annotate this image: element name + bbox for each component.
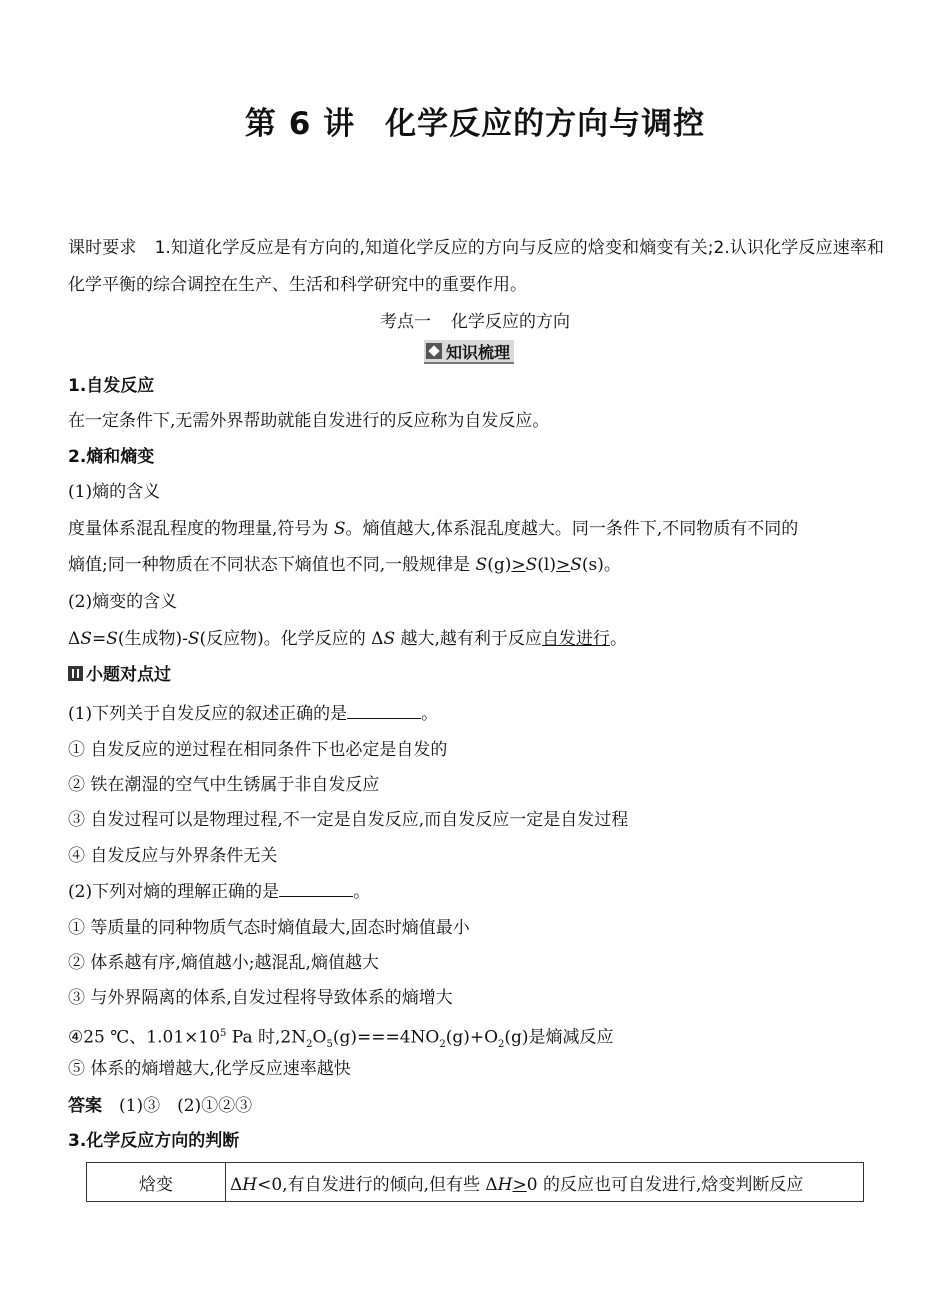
pause-icon — [68, 666, 83, 681]
q1-option: ① 自发反应的逆过程在相同条件下也必定是自发的 — [68, 740, 448, 760]
subheading-entropy-change: (2)熵变的含义 — [68, 592, 178, 612]
knowledge-badge: 知识梳理 — [424, 340, 514, 364]
requirements-text: 1.知道化学反应是有方向的,知道化学反应的方向与反应的焓变和熵变有关;2.认识化学反应速率和化学平衡的综合调控在生产、生活和科学研究中的重要作用。 — [68, 238, 884, 295]
q2-option: ① 等质量的同种物质气态时熵值最大,固态时熵值最小 — [68, 918, 470, 938]
paragraph-entropy-change: ΔS=S(生成物)-S(反应物)。化学反应的 ΔS 越大,越有利于反应自发进行。 — [68, 629, 627, 649]
subheading-entropy-meaning: (1)熵的含义 — [68, 482, 161, 502]
requirements-label: 课时要求 — [68, 238, 137, 258]
paragraph-spontaneous: 在一定条件下,无需外界帮助就能自发进行的反应称为自发反应。 — [68, 411, 550, 431]
q2-option: ③ 与外界隔离的体系,自发过程将导致体系的熵增大 — [68, 988, 453, 1008]
practice-heading: 小题对点过 — [68, 664, 171, 686]
heading-direction-judgement: 3.化学反应方向的判断 — [68, 1131, 240, 1151]
q1-option: ② 铁在潮湿的空气中生锈属于非自发反应 — [68, 775, 380, 795]
paragraph-entropy-1: 度量体系混乱程度的物理量,符号为 S。熵值越大,体系混乱度越大。同一条件下,不同物质有不同的 — [68, 519, 799, 539]
table-row — [87, 1163, 864, 1202]
q2-option: ② 体系越有序,熵值越小;越混乱,熵值越大 — [68, 953, 379, 973]
q2-option-equation: ④25 ℃、$1.01\times 10^5$ Pa 时$,2N_2O_5(g)===4NO_2(g)+O_2(g)$是熵减反应 — [68, 1027, 614, 1051]
table-row-header: 焓变 — [87, 1163, 226, 1202]
page-title: 第 6 讲 化学反应的方向与调控 — [244, 106, 706, 142]
paragraph-entropy-2: 熵值;同一种物质在不同状态下熵值也不同,一般规律是 S(g)>S(l)>S(s)。 — [68, 555, 621, 575]
answer-blank — [347, 704, 421, 719]
section-title: 考点一 化学反应的方向 — [380, 312, 570, 332]
question-2: (2)下列对熵的理解正确的是 。 — [68, 882, 371, 902]
answer: 答案 (1)③ (2)①②③ — [68, 1096, 253, 1116]
q1-option: ④ 自发反应与外界条件无关 — [68, 846, 278, 866]
q2-option: ⑤ 体系的熵增越大,化学反应速率越快 — [68, 1059, 351, 1079]
question-1: (1)下列关于自发反应的叙述正确的是 。 — [68, 704, 439, 724]
answer-blank — [279, 882, 353, 897]
heading-spontaneous: 1.自发反应 — [68, 376, 155, 396]
diamond-icon — [426, 343, 442, 359]
judgement-table — [86, 1162, 864, 1202]
table-cell: ΔH<0,有自发进行的倾向,但有些 ΔH>0 的反应也可自发进行,焓变判断反应 — [226, 1163, 864, 1202]
underlined-term: 自发进行 — [541, 629, 610, 649]
q1-option: ③ 自发过程可以是物理过程,不一定是自发反应,而自发反应一定是自发过程 — [68, 810, 629, 830]
lesson-requirements — [68, 230, 884, 304]
heading-entropy: 2.熵和熵变 — [68, 447, 155, 467]
